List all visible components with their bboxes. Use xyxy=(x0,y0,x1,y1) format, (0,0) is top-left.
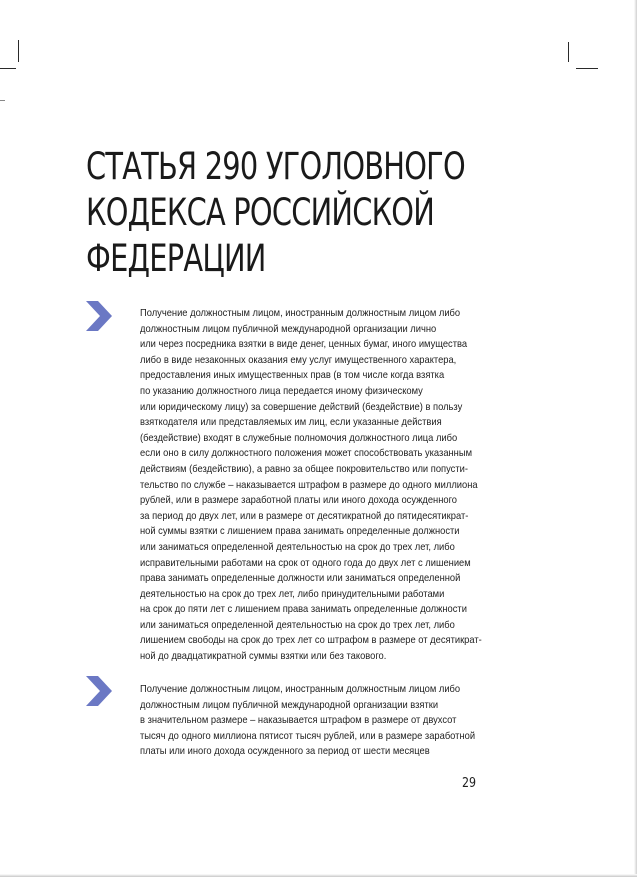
page-title xyxy=(86,144,465,282)
crop-mark-top-right-vertical xyxy=(568,42,569,62)
paragraph-line: Получение должностным лицом, иностранным должностным лицом либо xyxy=(140,684,461,695)
paragraph-line: на срок до пяти лет с лишением права занимать определенные должности xyxy=(140,604,467,616)
paragraph-line: взяткодателя или представляемых им лиц, если указанные действия xyxy=(140,417,442,429)
crop-mark-top-left-vertical xyxy=(18,40,19,62)
paragraph-line: предоставления иных имущественных прав (в том числе когда взятка xyxy=(140,370,445,382)
paragraph-line: права занимать определенные должности или заниматься определенной xyxy=(140,573,461,585)
paragraph-line: действиям (бездействию), а равно за общее покровительство или попусти- xyxy=(140,463,468,475)
article-paragraph-1 xyxy=(140,306,488,665)
paragraph-line: ной до двадцатикратной суммы взятки или без такового. xyxy=(140,651,387,663)
paragraph-line: должностным лицом публичной международной организации взятки xyxy=(140,699,439,711)
paragraph-line: должностным лицом публичной международной организации лично xyxy=(140,323,437,335)
paragraph-line: или заниматься определенной деятельностью на срок до трех лет, либо xyxy=(140,619,455,631)
paragraph-line: или заниматься определенной деятельностью на срок до трех лет, либо xyxy=(140,541,455,553)
crop-mark-top-right-horizontal xyxy=(576,68,598,69)
chevron-right-icon xyxy=(86,301,112,331)
page-number: 29 xyxy=(462,776,477,791)
scan-tick-mark xyxy=(0,100,5,101)
title-line: ФЕДЕРАЦИИ xyxy=(86,237,266,280)
paragraph-line: ной суммы взятки с лишением права занимать определенные должности xyxy=(140,526,460,538)
paragraph-line: Получение должностным лицом, иностранным должностным лицом либо xyxy=(140,308,461,319)
paragraph-line: либо в виде незаконных оказания ему услуг имущественного характера, xyxy=(140,354,457,366)
paragraph-line: в значительном размере – наказывается штрафом в размере от двухсот xyxy=(140,715,457,727)
paragraph-line: если оно в силу должностного положения может способствовать указанным xyxy=(140,448,473,460)
paragraph-line: тельство по службе – наказывается штрафом в размере до одного миллиона xyxy=(140,479,478,491)
paragraph-line: исправительными работами на срок от одного года до двух лет с лишением xyxy=(140,557,471,569)
chevron-right-icon xyxy=(86,676,112,706)
paragraph-line: рублей, или в размере заработной платы или иного дохода осужденного xyxy=(140,495,457,507)
paragraph-line: платы или иного дохода осужденного за период от шести месяцев xyxy=(140,746,430,758)
paragraph-line: тысяч до одного миллиона пятисот тысяч рублей, или в размере заработной xyxy=(140,730,476,742)
crop-mark-top-left-horizontal xyxy=(0,68,16,69)
title-line: КОДЕКСА РОССИЙСКОЙ xyxy=(86,191,435,234)
paragraph-line: лишением свободы на срок до трех лет со штрафом в размере от десятикрат- xyxy=(140,635,482,647)
paragraph-line: за период до двух лет, или в размере от десятикратной до пятидесятикрат- xyxy=(140,510,469,522)
paragraph-line: или юридическому лицу) за совершение действий (бездействие) в пользу xyxy=(140,401,463,413)
paragraph-line: деятельностью на срок до трех лет, либо принудительными работами xyxy=(140,588,445,600)
title-line: СТАТЬЯ 290 УГОЛОВНОГО xyxy=(86,145,465,188)
paragraph-line: (бездействие) входят в служебные полномочия должностного лица либо xyxy=(140,432,458,444)
article-paragraph-2 xyxy=(140,682,488,760)
paragraph-line: по указанию должностного лица передается иному физическому xyxy=(140,385,423,397)
paragraph-line: или через посредника взятки в виде денег, ценных бумаг, иного имущества xyxy=(140,339,468,351)
